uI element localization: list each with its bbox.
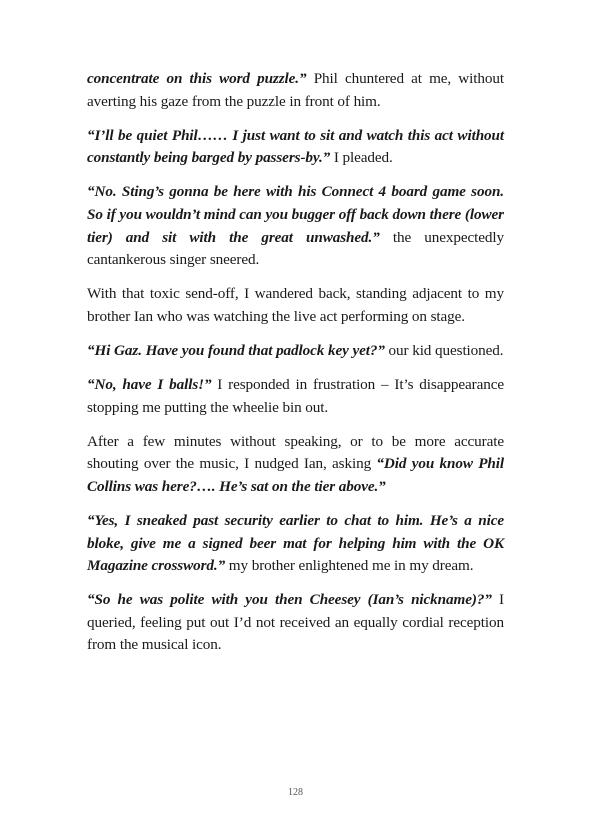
- paragraph: [87, 125, 504, 170]
- paragraph: [87, 374, 504, 419]
- narration-text: I pleaded.: [330, 149, 393, 167]
- page-number: 128: [288, 787, 303, 798]
- narration-text: After a few minutes without speaking, or to be more accurate shouting over the music, I nudged Ian, asking: [87, 432, 504, 473]
- paragraph: [87, 510, 504, 578]
- dialogue-text: “Yes, I sneaked past security earlier to chat to him. He’s a nice bloke, give me a signed beer mat for helping him with the OK Magazine crossword.”: [87, 512, 504, 575]
- paragraph: [87, 283, 504, 328]
- narration-text: the unexpectedly cantankerous singer sneered.: [87, 228, 504, 269]
- narration-text: With that toxic send-off, I wandered back, standing adjacent to my brother Ian who was watching the live act performing on stage.: [87, 285, 504, 325]
- dialogue-text: “So he was polite with you then Cheesey (Ian’s nickname)?”: [87, 591, 492, 609]
- dialogue-text: “No, have I balls!”: [87, 376, 212, 394]
- narration-text: our kid questioned.: [384, 341, 504, 359]
- narration-text: I responded in frustration – It’s disappearance stopping me putting the wheelie bin out.: [87, 376, 504, 416]
- dialogue-text: “I’ll be quiet Phil…… I just want to sit and watch this act without constantly being barged by passers-by.”: [87, 126, 504, 167]
- page-body: [87, 68, 504, 669]
- narration-text: Phil chuntered at me, without averting his gaze from the puzzle in front of him.: [87, 70, 505, 110]
- dialogue-text: “Did you know Phil Collins was here?…. He’s sat on the tier above.”: [87, 455, 504, 495]
- paragraph: [87, 181, 504, 271]
- dialogue-text: “Hi Gaz. Have you found that padlock key yet?”: [87, 341, 385, 359]
- paragraph: [87, 589, 504, 657]
- paragraph: [87, 68, 504, 113]
- paragraph: [87, 431, 504, 499]
- narration-text: my brother enlightened me in my dream.: [225, 557, 474, 575]
- dialogue-text: concentrate on this word puzzle.”: [87, 70, 307, 87]
- narration-text: I queried, feeling put out I’d not received an equally cordial reception from the musical icon.: [87, 591, 504, 654]
- dialogue-text: “No. Sting’s gonna be here with his Connect 4 board game soon. So if you wouldn’t mind can you bugger off back down there (lower tier) and sit with the great unwashed.”: [87, 183, 504, 246]
- paragraph: [87, 340, 504, 363]
